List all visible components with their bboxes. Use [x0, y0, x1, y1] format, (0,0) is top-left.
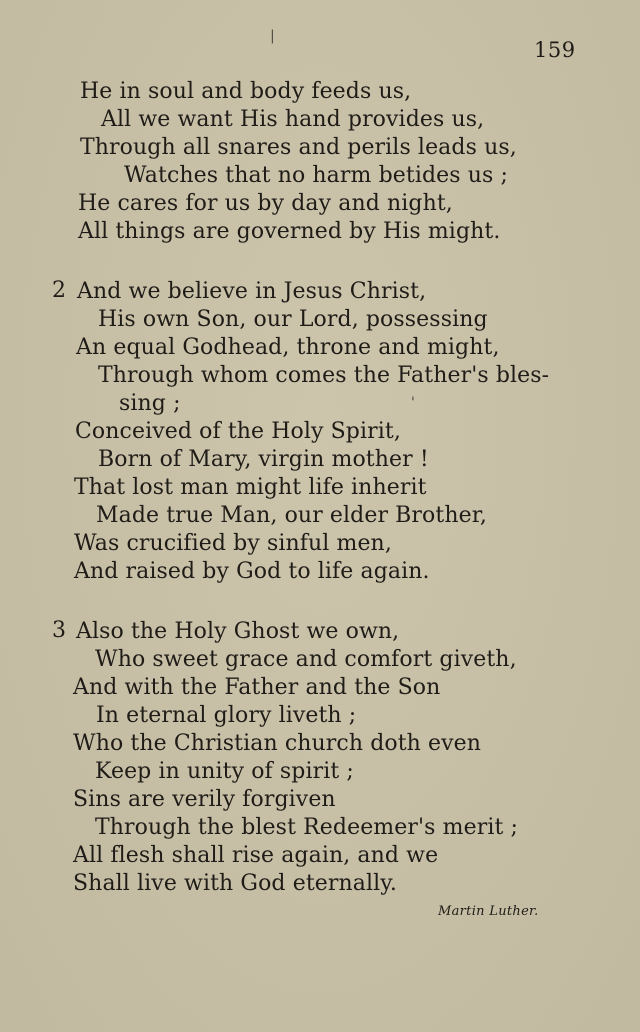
stanza-3-line-4: In eternal glory liveth ; [96, 703, 357, 728]
author-attribution: Martin Luther. [438, 904, 539, 919]
stanza-1-line-4: Watches that no harm betides us ; [124, 163, 509, 188]
stanza-1-line-1: He in soul and body feeds us, [80, 79, 412, 104]
stanza-2-line-9: Made true Man, our elder Brother, [96, 503, 488, 528]
stanza-3-line-9: All flesh shall rise again, and we [73, 843, 439, 868]
stanza-3-line-8: Through the blest Redeemer's merit ; [95, 815, 519, 840]
stanza-3-line-7: Sins are verily forgiven [73, 787, 336, 812]
stanza-2-line-5: sing ; [119, 391, 181, 416]
stanza-2-line-6: Conceived of the Holy Spirit, [75, 419, 401, 444]
print-mark-top: | [270, 28, 275, 44]
stanza-3-line-3: And with the Father and the Son [73, 675, 441, 700]
stanza-2-line-3: An equal Godhead, throne and might, [76, 335, 500, 360]
stanza-1-line-5: He cares for us by day and night, [78, 191, 453, 216]
stanza-2-line-2: His own Son, our Lord, possessing [98, 307, 488, 332]
stanza-3-line-2: Who sweet grace and comfort giveth, [95, 647, 517, 672]
stanza-number: 2 [52, 278, 66, 303]
page-number: 159 [534, 38, 576, 62]
stanza-2-line-8: That lost man might life inherit [74, 475, 427, 500]
stanza-3-line-10: Shall live with God eternally. [73, 871, 397, 896]
stanza-2-line-4: Through whom comes the Father's bles- [98, 363, 550, 388]
stanza-3-line-6: Keep in unity of spirit ; [95, 759, 354, 784]
stanza-2-line-11: And raised by God to life again. [74, 559, 430, 584]
stanza-1-line-2: All we want His hand provides us, [101, 107, 485, 132]
stanza-number: 3 [52, 618, 66, 643]
stanza-2-line-7: Born of Mary, virgin mother ! [98, 447, 429, 472]
stanza-3-line-1: Also the Holy Ghost we own, [76, 619, 400, 644]
stanza-2-line-10: Was crucified by sinful men, [74, 531, 392, 556]
stanza-1-line-3: Through all snares and perils leads us, [80, 135, 517, 160]
stanza-3-line-5: Who the Christian church doth even [73, 731, 482, 756]
stanza-1-line-6: All things are governed by His might. [78, 219, 501, 244]
print-mark-inline: ' [411, 395, 415, 411]
stanza-2-line-1: And we believe in Jesus Christ, [77, 279, 427, 304]
